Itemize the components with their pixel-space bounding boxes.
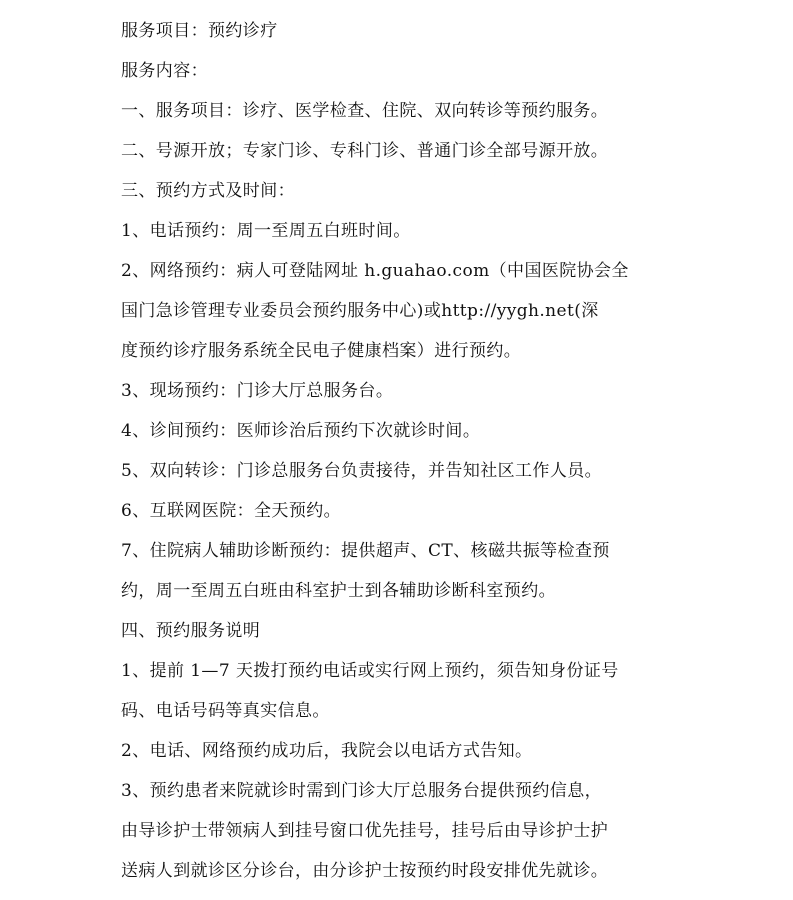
document-body [121, 15, 681, 895]
section-3-heading: 三、预约方式及时间： [121, 181, 295, 201]
section-2-source-open: 二、号源开放；专家门诊、专科门诊、普通门诊全部号源开放。 [121, 141, 609, 161]
item-online-booking-line-3: 度预约诊疗服务系统全民电子健康档案）进行预约。 [121, 341, 522, 361]
section-4-heading: 四、预约服务说明 [121, 621, 261, 641]
service-item-heading: 服务项目：预约诊疗 [121, 21, 278, 41]
note-2: 2、电话、网络预约成功后，我院会以电话方式告知。 [121, 741, 533, 761]
item-online-booking-line-1: 2、网络预约：病人可登陆网址 h.guahao.com（中国医院协会全 [121, 261, 629, 281]
item-inpatient-booking-line-2: 约，周一至周五白班由科室护士到各辅助诊断科室预约。 [121, 581, 556, 601]
item-onsite-booking: 3、现场预约：门诊大厅总服务台。 [121, 381, 394, 401]
note-3-line-1: 3、预约患者来院就诊时需到门诊大厅总服务台提供预约信息， [121, 781, 603, 801]
note-1-line-1: 1、提前 1—7 天拨打预约电话或实行网上预约，须告知身份证号 [121, 661, 619, 681]
note-3-line-3: 送病人到就诊区分诊台，由分诊护士按预约时段安排优先就诊。 [121, 861, 609, 881]
item-internet-hospital: 6、互联网医院：全天预约。 [121, 501, 342, 521]
item-inpatient-booking-line-1: 7、住院病人辅助诊断预约：提供超声、CT、核磁共振等检查预 [121, 541, 610, 561]
note-1-line-2: 码、电话号码等真实信息。 [121, 701, 330, 721]
item-referral: 5、双向转诊：门诊总服务台负责接待，并告知社区工作人员。 [121, 461, 603, 481]
item-clinic-booking: 4、诊间预约：医师诊治后预约下次就诊时间。 [121, 421, 481, 441]
service-content-heading: 服务内容： [121, 61, 208, 81]
section-1-service-items: 一、服务项目：诊疗、医学检查、住院、双向转诊等预约服务。 [121, 101, 609, 121]
item-online-booking-line-2: 国门急诊管理专业委员会预约服务中心)或http://yygh.net(深 [121, 301, 599, 321]
note-3-line-2: 由导诊护士带领病人到挂号窗口优先挂号，挂号后由导诊护士护 [121, 821, 609, 841]
item-phone-booking: 1、电话预约：周一至周五白班时间。 [121, 221, 411, 241]
